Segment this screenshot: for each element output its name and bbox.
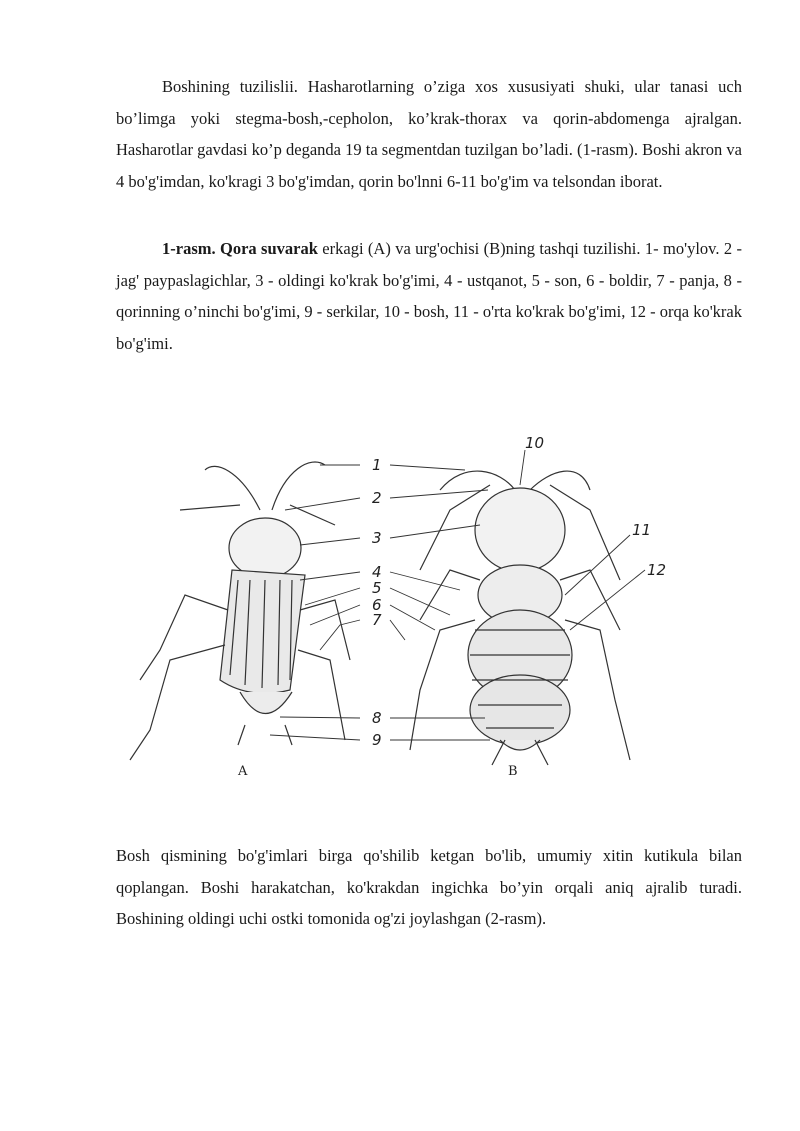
figure-caption-title: 1-rasm. Qora suvarak <box>162 239 318 258</box>
figure-label-10: 10 <box>525 434 545 452</box>
cockroach-male-drawing <box>130 462 350 760</box>
figure-label-2: 2 <box>372 489 382 507</box>
figure-label-8: 8 <box>372 709 382 727</box>
figure-caption <box>116 233 742 359</box>
figure-caption-b: B <box>508 764 518 779</box>
figure-label-1: 1 <box>372 456 382 474</box>
figure-label-12: 12 <box>647 561 667 579</box>
figure-label-4: 4 <box>372 563 382 581</box>
figure-label-5: 5 <box>372 579 382 597</box>
cockroach-illustration <box>120 430 680 790</box>
cockroach-female-drawing <box>410 471 630 765</box>
figure-caption-a: A <box>238 764 248 779</box>
figure-label-7: 7 <box>372 611 382 629</box>
figure-label-11: 11 <box>632 521 652 539</box>
figure-caption-text: erkagi (A) va urg'ochisi (B)ning tashqi tuzilishi. 1- mo'ylov. 2 - jag' paypaslagichlar, 3 - oldingi ko'krak bo'g'imi, 4 - ustqanot, 5 - son, 6 - boldir, 7 - panja, 8 - qorinning o’ninchi bo'g'imi, 9 - serkilar, 10 - bosh, 11 - o'rta ko'krak bo'g'imi, 12 - orqa ko'krak bo'g'imi. <box>116 239 742 353</box>
figure-label-3: 3 <box>372 529 382 547</box>
cockroach-figure <box>120 430 680 790</box>
intro-paragraph: Boshining tuzilislii. Hasharotlarning o’ziga xos xususiyati shuki, ular tanasi uch bo’limga yoki stegma-bosh,-cepholon, ko’krak-thorax va qorin-abdomenga ajralgan. Hasharotlar gavdasi ko’p deganda 19 ta segmentdan tuzilgan bo’ladi. (1-rasm). Boshi akron va 4 bo'g'imdan, ko'kragi 3 bo'g'imdan, qorin bo'lnni 6-11 bo'g'im va telsondan iborat. <box>116 77 742 191</box>
body-paragraph: Bosh qismining bo'g'imlari birga qo'shilib ketgan bo'lib, umumiy xitin kutikula bilan qoplangan. Boshi harakatchan, ko'krakdan ingichka bo’yin orqali aniq ajralib turadi. Boshining oldingi uchi ostki tomonida og'zi joylashgan (2-rasm). <box>116 846 742 928</box>
figure-label-6: 6 <box>372 596 382 614</box>
figure-label-9: 9 <box>372 731 382 749</box>
